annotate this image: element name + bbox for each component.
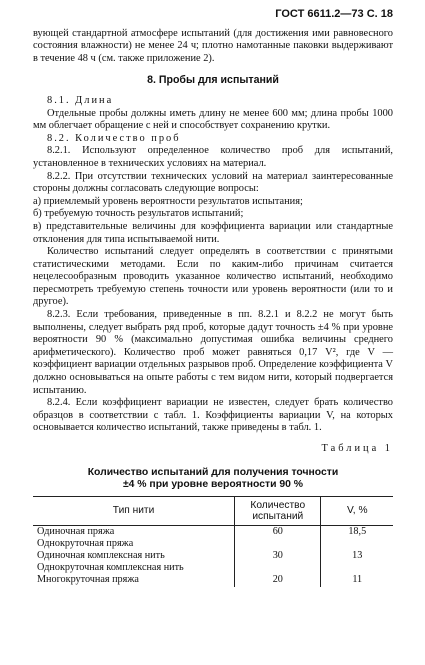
table-title (33, 467, 393, 491)
cell-variation (321, 562, 393, 574)
clause-8-2-1: 8.2.1. Используют определенное количество проб для испытаний, установленное в технических условиях на материал. (33, 145, 393, 169)
cell-test-count (235, 538, 321, 550)
header-yarn-type: Тип нити (33, 496, 235, 525)
cell-yarn-type: Одиночная пряжа (37, 525, 115, 537)
clause-8-1-text: Отдельные пробы должны иметь длину не менее 600 мм; длина пробы 1000 мм облегчает обращение с ней и способствует сохранению крутки. (33, 107, 393, 132)
list-item-c: в) представительные величины для коэффициента вариации или стандартные отклонения для типа испытываемой нити. (33, 220, 393, 245)
cell-yarn-type: Одиночная комплексная нить (37, 550, 165, 561)
page-header: ГОСТ 6611.2—73 С. 18 (275, 8, 393, 20)
samples-table (33, 496, 393, 587)
clause-8-2-4: 8.2.4. Если коэффициент вариации не известен, следует брать количество образцов в соответствии с табл. 1. Коэффициенты вариации V, на которых основывается количество испытаний, также приведены в табл. 1. (33, 397, 393, 434)
count-paragraph: Количество испытаний следует определять в соответствии с принятыми статистическими методами. Если по каким-либо причинам считается нецелесообразным проводить указанное количество испытаний, необходимо пересмотреть требуемую степень точности или уровень вероятности (или то и другое). (33, 246, 393, 308)
header-variation: V, % (321, 496, 393, 525)
table-header-row (33, 496, 393, 525)
table-row (33, 525, 393, 538)
intro-paragraph: вующей стандартной атмосфере испытаний (для достижения ими равновесного состояния влажности) не менее 24 ч; плотно намотанные паковки выдерживают в течение 48 ч (см. также приложение 2). (33, 27, 393, 64)
table-row (33, 550, 393, 562)
clause-8-2-2: 8.2.2. При отсутствии технических условий на материал заинтересованные стороны должны согласовать следующие вопросы: (33, 170, 393, 195)
list-item-b: б) требуемую точность результатов испытаний; (33, 208, 244, 220)
clause-8-1-heading: 8.1. Длина (47, 94, 114, 106)
table-row (33, 574, 393, 586)
table-label: Таблица 1 (321, 443, 393, 454)
list-item-a: а) приемлемый уровень вероятности результатов испытания; (33, 195, 303, 207)
table-title-line-1: Количество испытаний для получения точности (87, 466, 339, 478)
cell-test-count (235, 562, 321, 574)
cell-yarn-type: Многокруточная пряжа (37, 574, 139, 586)
header-test-count: Количество испытаний (235, 496, 321, 525)
table-row (33, 538, 393, 550)
cell-yarn-type: Однокруточная пряжа (37, 537, 134, 549)
section-title: 8. Пробы для испытаний (147, 74, 279, 87)
cell-variation (321, 538, 393, 550)
cell-variation: 11 (321, 574, 393, 586)
clause-8-2-heading: 8.2. Количество проб (47, 132, 181, 144)
clause-8-2-3: 8.2.3. Если требования, приведенные в пп. 8.2.1 и 8.2.2 не могут быть выполнены, следует выбрать ряд проб, которые дадут точность ±4 % при уровне вероятности 90 % (максимально допустимая ошибка величины среднего арифметического). Количество проб может равняться 0,17 V², где V — коэффициент вариации отдельных разрывов проб. Определение коэффициента V должно основываться на опыте работы с тем видом нити, который подвергается испытанию. (33, 309, 393, 396)
document-page (33, 8, 393, 587)
cell-variation: 18,5 (321, 525, 393, 538)
table-title-line-2: ±4 % при уровне вероятности 90 % (122, 478, 304, 490)
cell-variation: 13 (321, 550, 393, 562)
cell-yarn-type: Однокруточная комплексная нить (37, 562, 184, 574)
cell-test-count: 30 (235, 550, 321, 562)
cell-test-count: 60 (235, 525, 321, 538)
table-row (33, 562, 393, 574)
cell-test-count: 20 (235, 574, 321, 586)
